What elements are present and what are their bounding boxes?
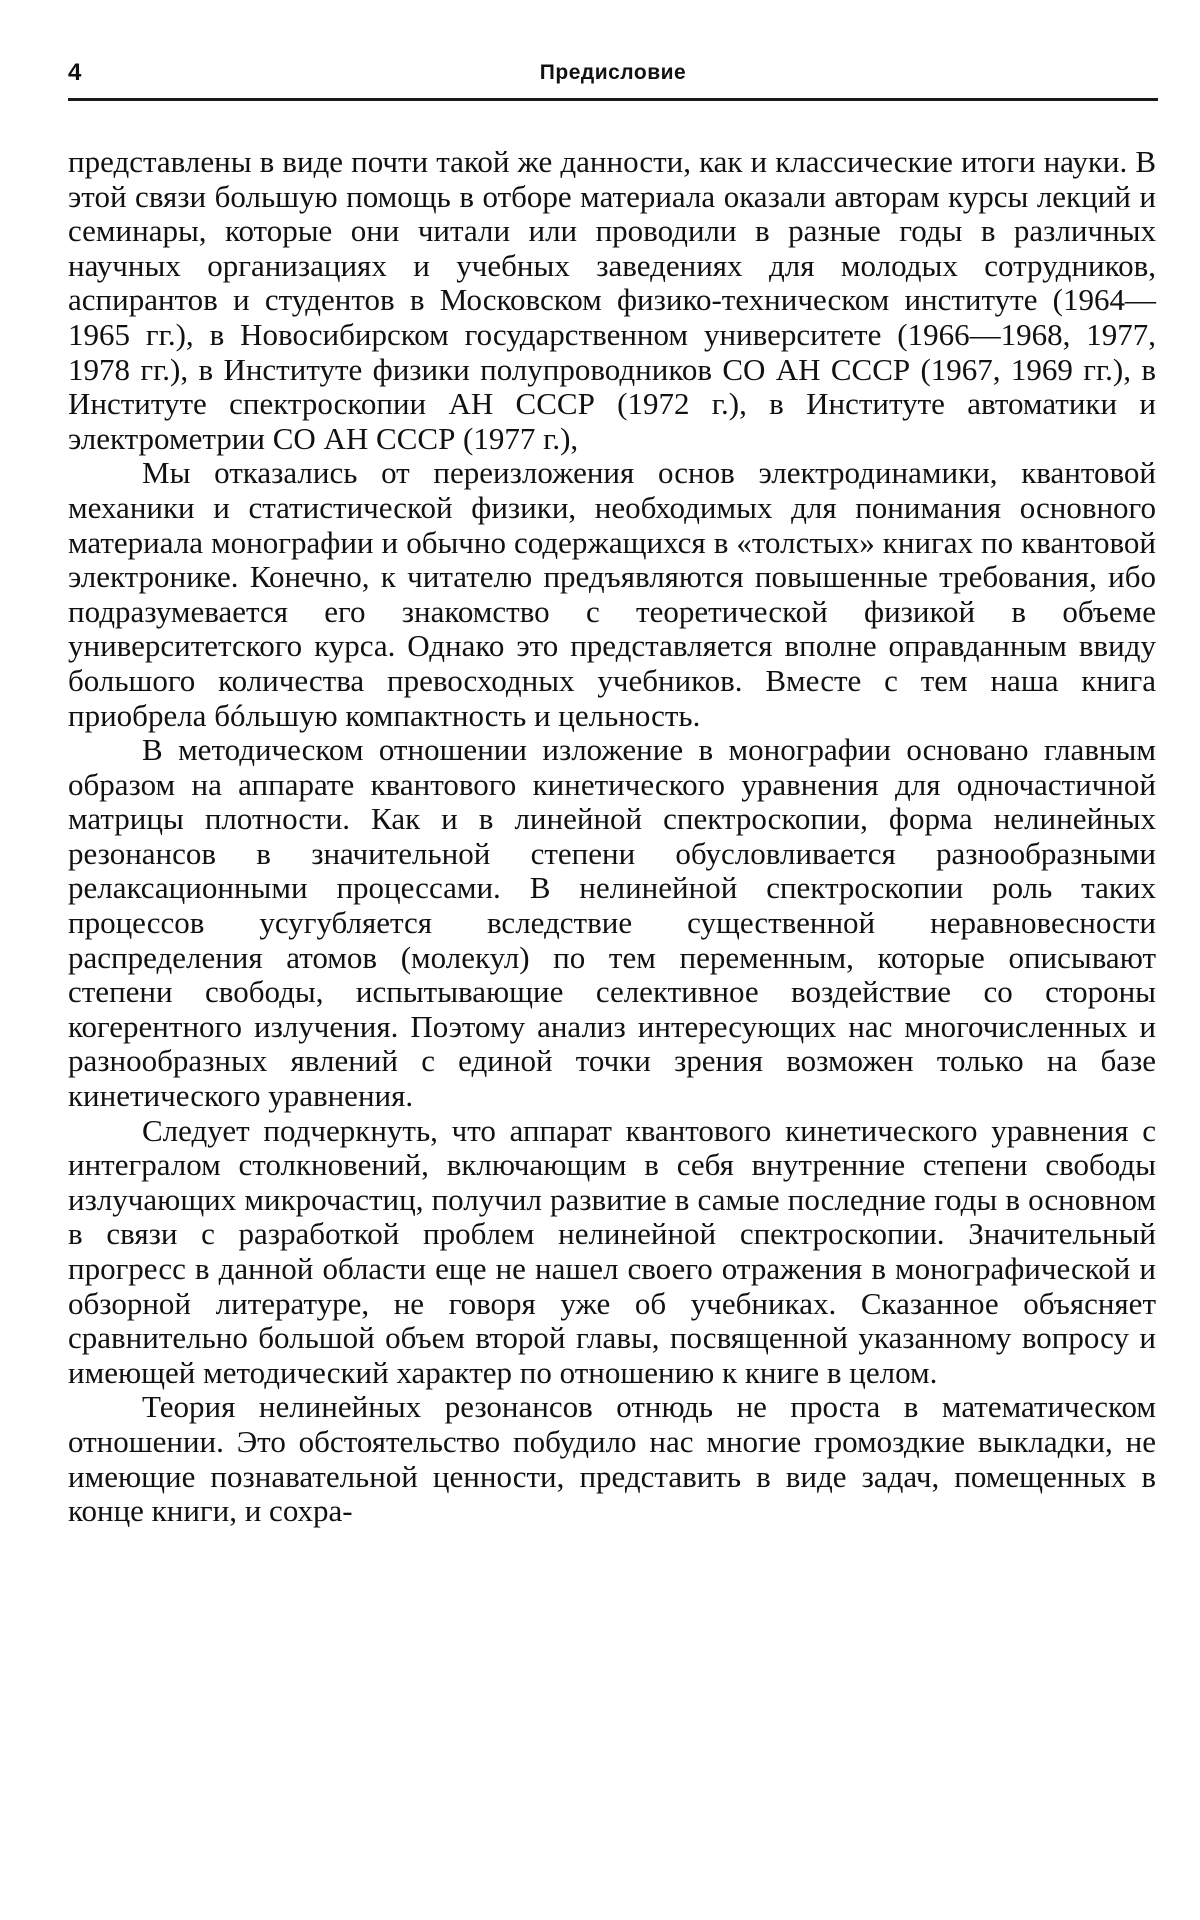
- paragraph: В методическом отношении изложение в монографии основано главным образом на аппарате квантового кинетического уравнения для одночастичной матрицы плотности. Как и в линейной спектроскопии, форма нелинейных резонансов в значительной степени обусловливается разнообразными релаксационными процессами. В нелинейной спектроскопии роль таких процессов усугубляется вследствие существенной неравновесности распределения атомов (молекул) по тем переменным, которые описывают степени свободы, испытывающие селективное воздействие со стороны когерентного излучения. Поэтому анализ интересующих нас многочисленных и разнообразных явлений с единой точки зрения возможен только на базе кинетического уравнения.: [68, 732, 1156, 1114]
- paragraph-continued: представлены в виде почти такой же данности, как и классические итоги науки. В этой связи большую помощь в отборе материала оказали авторам курсы лекций и семинары, которые они читали или проводили в разные годы в различных научных организациях и учебных заведениях для молодых сотрудников, аспирантов и студентов в Московском физико-техническом институте (1964—1965 гг.), в Новосибирском государственном университете (1966—1968, 1977, 1978 гг.), в Институте физики полупроводников СО АН СССР (1967, 1969 гг.), в Институте спектроскопии АН СССР (1972 г.), в Институте автоматики и электрометрии СО АН СССР (1977 г.),: [68, 144, 1156, 456]
- paragraph: Теория нелинейных резонансов отнюдь не проста в математическом отношении. Это обстоятельство побудило нас многие громоздкие выкладки, не имеющие познавательной ценности, представить в виде задач, помещенных в конце книги, и сохра-: [68, 1389, 1156, 1529]
- body-text: [68, 145, 1156, 1529]
- page-number: 4: [68, 59, 82, 86]
- page-header: [68, 58, 1158, 101]
- paragraph: Следует подчеркнуть, что аппарат квантового кинетического уравнения с интегралом столкновений, включающим в себя внутренние степени свободы излучающих микрочастиц, получил развитие в самые последние годы в основном в связи с разработкой проблем нелинейной спектроскопии. Значительный прогресс в данной области еще не нашел своего отражения в монографической и обзорной литературе, не говоря уже об учебниках. Сказанное объясняет сравнительно большой объем второй главы, посвященной указанному вопросу и имеющей методический характер по отношению к книге в целом.: [68, 1112, 1156, 1390]
- paragraph: Мы отказались от переизложения основ электродинамики, квантовой механики и статистической физики, необходимых для понимания основного материала монографии и обычно содержащихся в «толстых» книгах по квантовой электронике. Конечно, к читателю предъявляются повышенные требования, ибо подразумевается его знакомство с теоретической физикой в объеме университетского курса. Однако это представляется вполне оправданным ввиду большого количества превосходных учебников. Вместе с тем наша книга приобрела бóльшую компактность и цельность.: [68, 455, 1156, 733]
- running-title: Предисловие: [539, 61, 687, 84]
